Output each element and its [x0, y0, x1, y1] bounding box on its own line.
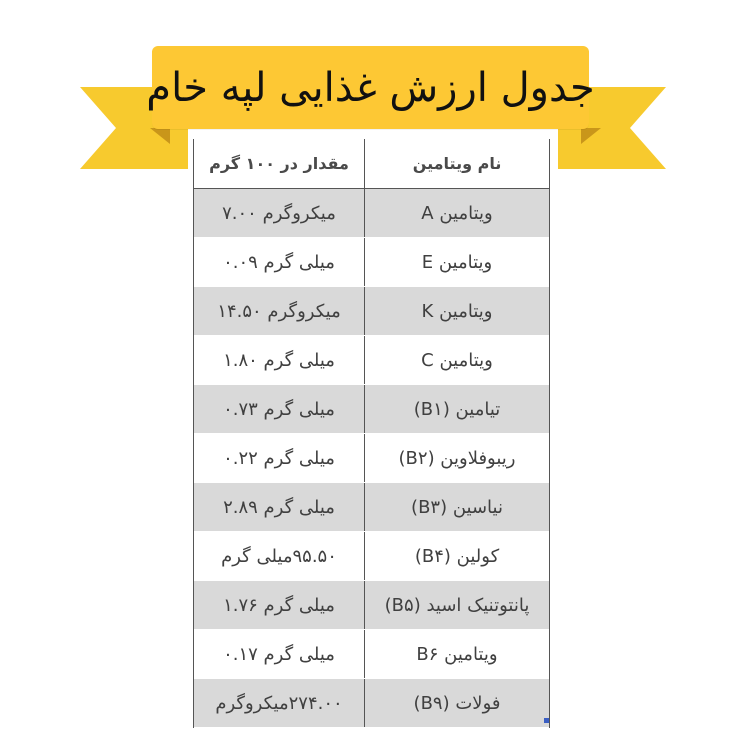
vitamin-amount: میلی گرم ۱.۷۶	[223, 594, 335, 616]
page-title: جدول ارزش غذایی لپه خام	[146, 64, 595, 111]
table-row	[194, 238, 549, 287]
table-row	[194, 287, 549, 336]
table-row	[194, 434, 549, 483]
table-row	[194, 532, 549, 581]
header-name: نام ویتامین	[364, 139, 549, 188]
vitamin-name: ویتامین C	[364, 336, 549, 384]
table-row	[194, 189, 549, 238]
vitamin-name: ویتامین E	[364, 238, 549, 286]
table-row	[194, 336, 549, 385]
vitamin-amount: میلی گرم ۰.۲۲	[223, 447, 335, 469]
vitamin-name: فولات (B۹)	[364, 679, 549, 727]
vitamin-amount: میکروگرم ۱۴.۵۰	[217, 300, 341, 322]
table-row	[194, 581, 549, 630]
vitamin-amount: میلی گرم ۰.۱۷	[223, 643, 335, 665]
nutrition-table	[193, 139, 550, 728]
title-ribbon	[146, 46, 595, 129]
vitamin-amount: ۲۷۴.۰۰میکروگرم	[215, 692, 343, 714]
vitamin-name: نیاسین (B۳)	[364, 483, 549, 531]
table-row	[194, 630, 549, 679]
vitamin-amount: میلی گرم ۰.۷۳	[223, 398, 335, 420]
vitamin-name: ویتامین A	[364, 189, 549, 237]
table-header-row	[194, 139, 549, 189]
table-row	[194, 483, 549, 532]
vitamin-amount: میکروگرم ۷.۰۰	[222, 202, 336, 224]
vitamin-name: پانتوتنیک اسید (B۵)	[364, 581, 549, 629]
table-row	[194, 385, 549, 434]
vitamin-name: ریبوفلاوین (B۲)	[364, 434, 549, 482]
vitamin-amount: میلی گرم ۲.۸۹	[223, 496, 335, 518]
vitamin-name: ویتامین K	[364, 287, 549, 335]
vitamin-amount: میلی گرم ۱.۸۰	[223, 349, 335, 371]
table-row	[194, 679, 549, 728]
vitamin-amount: میلی گرم ۰.۰۹	[223, 251, 335, 273]
ribbon-right-fold	[581, 128, 601, 144]
vitamin-name: تیامین (B۱)	[364, 385, 549, 433]
vitamin-amount: ۹۵.۵۰میلی گرم	[221, 545, 337, 567]
vitamin-name: ویتامین B۶	[364, 630, 549, 678]
ribbon-left-fold	[150, 128, 170, 144]
vitamin-name: کولین (B۴)	[364, 532, 549, 580]
header-amount: مقدار در ۱۰۰ گرم	[209, 154, 349, 173]
table-resize-handle	[544, 718, 549, 723]
